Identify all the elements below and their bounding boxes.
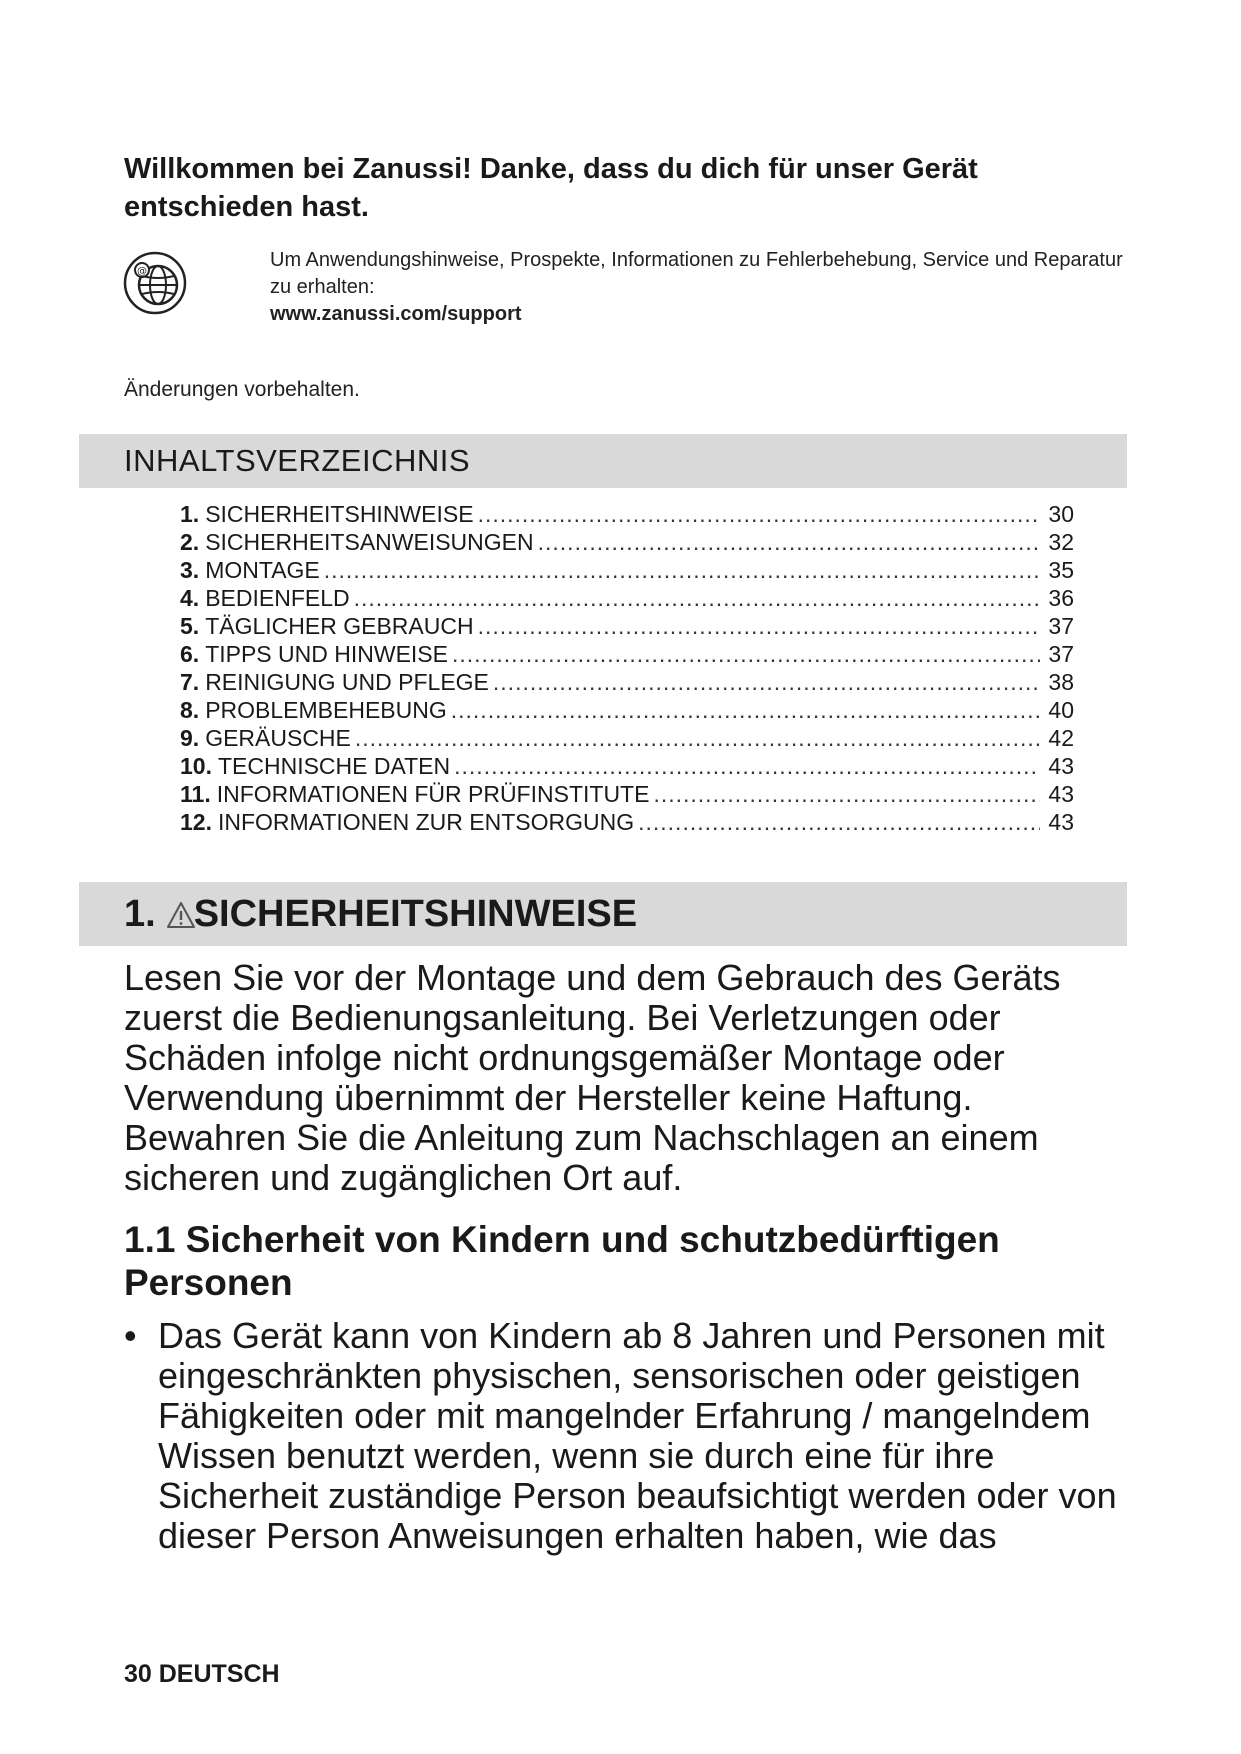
toc-item-page: 32: [1048, 529, 1074, 555]
section-1-intro: Lesen Sie vor der Montage und dem Gebrauch des Geräts zuerst die Bedienungsanleitung. Bei Verletzungen oder Schäden infolge nicht ordnungsgemäßer Montage oder Verwendung übernimmt der Hersteller keine Haftung. Bewahren Sie die Anleitung zum Nachschlagen an einem sicheren und zugänglichen Ort auf.: [124, 957, 1061, 1198]
toc-leader-dots: [478, 612, 1040, 640]
table-of-contents: [180, 500, 1074, 836]
toc-item[interactable]: [180, 752, 1074, 780]
toc-leader-dots: [478, 500, 1040, 528]
toc-item-number: 4.: [180, 585, 200, 611]
toc-item-label: BEDIENFELD: [205, 585, 350, 611]
toc-item-number: 5.: [180, 613, 200, 639]
toc-item-label: SICHERHEITSHINWEISE: [205, 501, 474, 527]
welcome-heading: Willkommen bei Zanussi! Danke, dass du dich für unser Gerät entschieden hast.: [124, 153, 978, 223]
toc-item-page: 37: [1048, 613, 1074, 639]
toc-item-number: 6.: [180, 641, 200, 667]
toc-item-number: 9.: [180, 725, 200, 751]
warning-triangle-icon: [166, 901, 196, 929]
toc-item-number: 2.: [180, 529, 200, 555]
toc-item-label: GERÄUSCHE: [205, 725, 351, 751]
toc-item-page: 43: [1048, 809, 1074, 835]
toc-item[interactable]: [180, 500, 1074, 528]
toc-item-label: TÄGLICHER GEBRAUCH: [205, 613, 474, 639]
toc-item-label: INFORMATIONEN FÜR PRÜFINSTITUTE: [216, 781, 650, 807]
toc-leader-dots: [538, 528, 1040, 556]
toc-item-label: REINIGUNG UND PFLEGE: [205, 669, 489, 695]
toc-item[interactable]: [180, 584, 1074, 612]
toc-item-number: 11.: [180, 781, 211, 807]
toc-item[interactable]: [180, 668, 1074, 696]
toc-item-number: 1.: [180, 501, 200, 527]
toc-leader-dots: [324, 556, 1040, 584]
bullet-text: Das Gerät kann von Kindern ab 8 Jahren und Personen mit eingeschränkten physischen, sensorischen oder geistigen Fähigkeiten oder mit mangelnder Erfahrung / mangelndem Wissen benutzt werden, wenn sie durch eine für ihre Sicherheit zuständige Person beaufsichtigt werden oder von dieser Person Anweisungen erhalten haben, wie das: [158, 1315, 1117, 1556]
toc-item-number: 12.: [180, 809, 212, 835]
toc-item-page: 38: [1048, 669, 1074, 695]
toc-title: INHALTSVERZEICHNIS: [79, 434, 1127, 488]
toc-item-page: 43: [1048, 781, 1074, 807]
toc-item-page: 30: [1048, 501, 1074, 527]
toc-item-label: MONTAGE: [205, 557, 320, 583]
svg-text:@: @: [137, 266, 147, 277]
toc-item-number: 7.: [180, 669, 200, 695]
toc-item-page: 43: [1048, 753, 1074, 779]
support-info: [270, 247, 1130, 328]
toc-item-page: 35: [1048, 557, 1074, 583]
toc-item-label: TECHNISCHE DATEN: [217, 753, 451, 779]
toc-item[interactable]: [180, 528, 1074, 556]
toc-leader-dots: [638, 808, 1040, 836]
toc-item[interactable]: [180, 780, 1074, 808]
toc-item[interactable]: [180, 696, 1074, 724]
section-1-1-heading: 1.1 Sicherheit von Kindern und schutzbedürftigen Personen: [124, 1219, 1000, 1303]
toc-item-number: 10.: [180, 753, 212, 779]
support-url-link[interactable]: www.zanussi.com/support: [270, 303, 522, 325]
toc-item-number: 8.: [180, 697, 200, 723]
toc-item[interactable]: [180, 556, 1074, 584]
globe-web-icon: [122, 250, 188, 316]
page-footer: 30 DEUTSCH: [124, 1660, 280, 1688]
toc-leader-dots: [354, 584, 1040, 612]
toc-item-label: INFORMATIONEN ZUR ENTSORGUNG: [217, 809, 635, 835]
toc-item-page: 37: [1048, 641, 1074, 667]
toc-item-number: 3.: [180, 557, 200, 583]
section-title: SICHERHEITSHINWEISE: [193, 893, 638, 935]
bullet-marker: •: [124, 1315, 137, 1356]
toc-leader-dots: [493, 668, 1040, 696]
changes-note: Änderungen vorbehalten.: [124, 378, 360, 401]
section-1-heading: [79, 882, 1127, 946]
support-description: Um Anwendungshinweise, Prospekte, Informationen zu Fehlerbehebung, Service und Reparatur zu erhalten:: [270, 249, 1123, 298]
toc-leader-dots: [454, 752, 1040, 780]
toc-item-label: SICHERHEITSANWEISUNGEN: [205, 529, 534, 555]
toc-item[interactable]: [180, 724, 1074, 752]
toc-item[interactable]: [180, 808, 1074, 836]
toc-item-page: 40: [1048, 697, 1074, 723]
toc-item[interactable]: [180, 640, 1074, 668]
toc-leader-dots: [451, 696, 1040, 724]
toc-item-label: TIPPS UND HINWEISE: [205, 641, 448, 667]
toc-leader-dots: [653, 780, 1040, 808]
toc-leader-dots: [355, 724, 1040, 752]
list-item: [124, 1316, 1158, 1556]
toc-leader-dots: [452, 640, 1040, 668]
toc-item-page: 42: [1048, 725, 1074, 751]
section-number: 1.: [124, 893, 156, 935]
toc-item-page: 36: [1048, 585, 1074, 611]
toc-item[interactable]: [180, 612, 1074, 640]
toc-item-label: PROBLEMBEHEBUNG: [205, 697, 447, 723]
